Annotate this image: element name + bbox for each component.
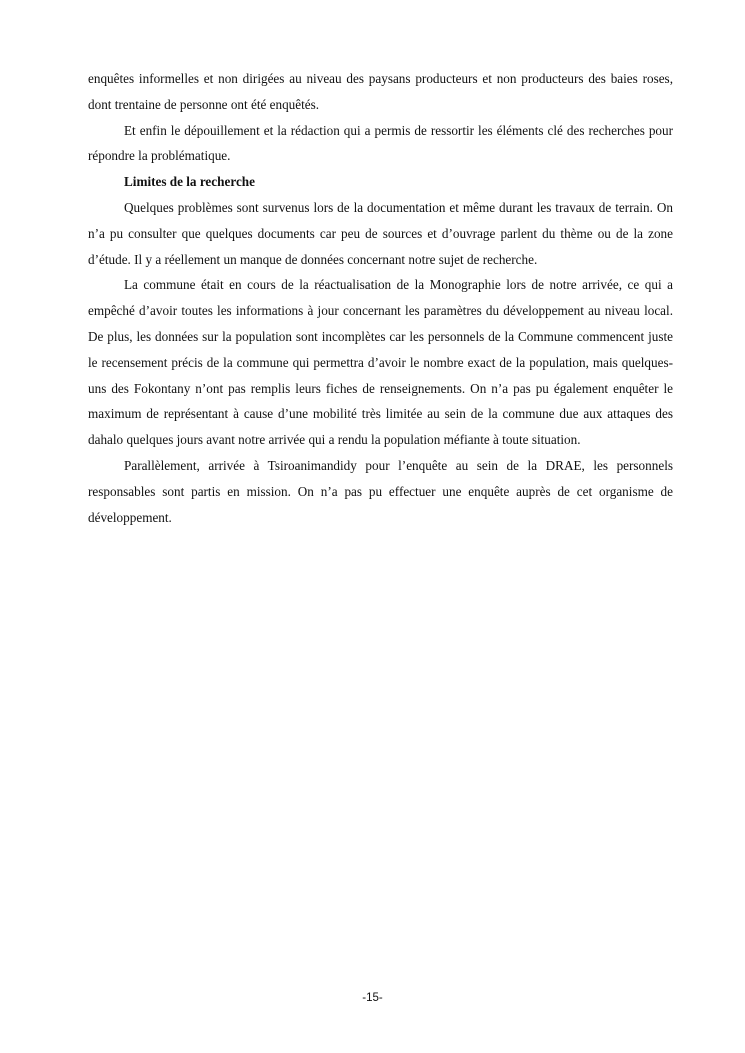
paragraph-problemes: Quelques problèmes sont survenus lors de la documentation et même durant les travaux de terrain. On n’a pu consulter que quelques documents car peu de sources et d’ouvrage parlent du thème ou de la zone d’étude. Il y a réellement un manque de données concernant notre sujet de recherche. bbox=[88, 199, 673, 267]
body-text bbox=[88, 66, 673, 530]
paragraph-continuation: enquêtes informelles et non dirigées au niveau des paysans producteurs et non producteurs des baies roses, dont trentaine de personne ont été enquêtés. bbox=[88, 71, 673, 112]
page-number: -15- bbox=[362, 992, 383, 1004]
paragraph-depouillement: Et enfin le dépouillement et la rédaction qui a permis de ressortir les éléments clé des recherches pour répondre la problématique. bbox=[88, 122, 673, 164]
paragraph-commune: La commune était en cours de la réactualisation de la Monographie lors de notre arrivée, ce qui a empêché d’avoir toutes les informations à jour concernant les paramètres du développement au niveau local. De plus, les données sur la population sont incomplètes car les personnels de la Commune commencent juste le recensement précis de la commune qui permettra d’avoir le nombre exact de la population, mais quelques-uns des Fokontany n’ont pas remplis leurs fiches de renseignements. On n’a pas pu également enquêter le maximum de représentant à cause d’une mobilité très limitée au sein de la commune due aux attaques des dahalo quelques jours avant notre arrivée qui a rendu la population méfiante à toute situation. bbox=[88, 277, 673, 448]
paragraph-drae: Parallèlement, arrivée à Tsiroanimandidy pour l’enquête au sein de la DRAE, les personnels responsables sont partis en mission. On n’a pas pu effectuer une enquête auprès de cet organisme de développement. bbox=[88, 457, 673, 525]
section-heading: Limites de la recherche bbox=[124, 174, 255, 190]
